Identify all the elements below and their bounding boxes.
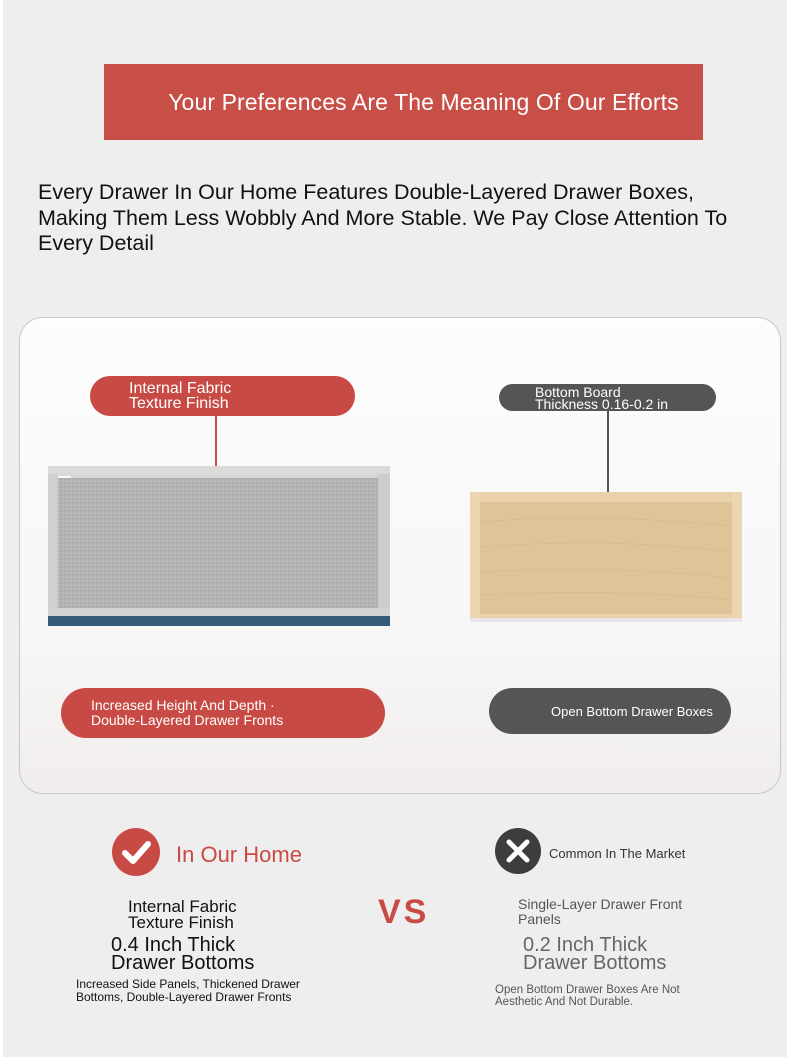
- close-icon: [495, 828, 541, 874]
- header-banner: [104, 64, 703, 140]
- market-heading: Common In The Market: [549, 846, 686, 861]
- market-feature-2: 0.2 Inch Thick Drawer Bottoms: [523, 934, 667, 974]
- open-bottom-caption-text: Open Bottom Drawer Boxes: [551, 703, 713, 719]
- fronts-caption: [61, 688, 385, 738]
- fabric-texture-label-text: Internal Fabric Texture Finish: [129, 380, 232, 412]
- vs-label: VS: [378, 893, 430, 931]
- bottom-board-label-text: Bottom Board Thickness 0.16-0.2 in: [535, 383, 669, 412]
- market-feature-1: Single-Layer Drawer Front Panels: [518, 896, 683, 927]
- wood-drawer-image: [470, 492, 742, 622]
- fabric-drawer-image: [48, 466, 390, 626]
- bottom-board-label: [499, 384, 716, 411]
- fronts-caption-text: Increased Height And Depth · Double-Layered Drawer Fronts: [91, 697, 284, 728]
- product-page: [3, 0, 787, 1057]
- checkmark-icon: [112, 828, 160, 876]
- ours-feature-2: 0.4 Inch Thick Drawer Bottoms: [111, 934, 255, 974]
- ours-feature-1: Internal Fabric Texture Finish: [128, 897, 237, 932]
- comparison-panel: [19, 317, 781, 794]
- market-note: Open Bottom Drawer Boxes Are Not Aesthetic And Not Durable.: [495, 984, 680, 1008]
- banner-title: Your Preferences Are The Meaning Of Our Efforts: [168, 88, 679, 115]
- ours-note: Increased Side Panels, Thickened Drawer Bottoms, Double-Layered Drawer Fronts: [76, 977, 300, 1004]
- ours-heading: In Our Home: [176, 842, 302, 867]
- intro-text: Every Drawer In Our Home Features Double-Layered Drawer Boxes, Making Them Less Wobbly And More Stable. We Pay Close Attention To Every Detail: [38, 180, 728, 255]
- open-bottom-caption: [489, 688, 731, 734]
- fabric-texture-label: [90, 376, 355, 416]
